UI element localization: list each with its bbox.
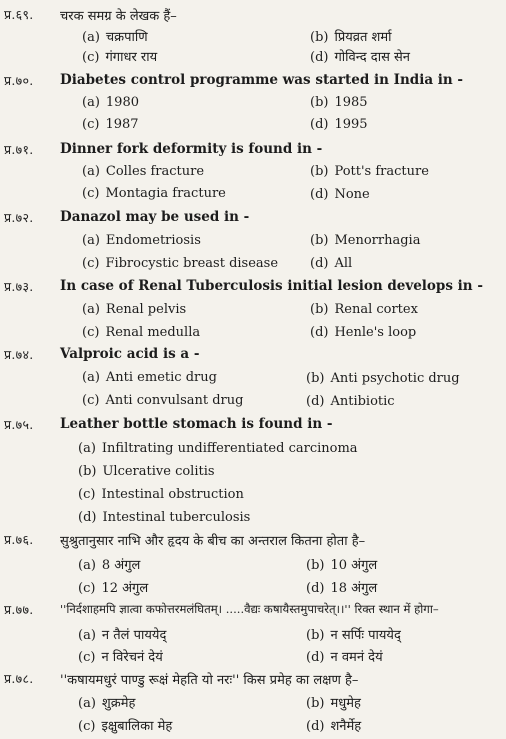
option-b: (b) Ulcerative colitis: [78, 464, 215, 479]
question-number: प्र.७६.: [4, 532, 34, 547]
option-c: (c) Anti convulsant drug: [82, 393, 244, 408]
option-d: (d) None: [310, 187, 370, 202]
question-number: प्र.७७.: [4, 602, 34, 617]
option-d: (d) 1995: [310, 117, 368, 132]
option-b: (b) Renal cortex: [310, 302, 418, 317]
option-a: (a) चक्रपाणि: [82, 30, 148, 45]
question-number: प्र.७५.: [4, 417, 34, 432]
option-a: (a) 8 अंगुल: [78, 558, 141, 573]
option-b: (b) प्रियव्रत शर्मा: [310, 30, 392, 45]
option-c: (c) इक्षुबालिका मेह: [78, 719, 173, 734]
option-a: (a) Colles fracture: [82, 164, 205, 179]
option-c: (c) न विरेचनं देयं: [78, 650, 163, 665]
option-d: (d) All: [310, 256, 353, 271]
question-number: प्र.७०.: [4, 73, 34, 88]
question-text: Diabetes control programme was started in India in -: [60, 72, 464, 88]
question-number: प्र.७८.: [4, 671, 34, 686]
question-text: Valproic acid is a -: [60, 346, 200, 362]
option-a: (a) शुक्रमेह: [78, 696, 136, 711]
option-c: (c) 1987: [82, 117, 139, 132]
option-b: (b) मधुमेह: [306, 696, 361, 711]
question-text: In case of Renal Tuberculosis initial lesion develops in -: [60, 278, 483, 294]
option-d: (d) Intestinal tuberculosis: [78, 510, 251, 525]
question-text: Dinner fork deformity is found in -: [60, 141, 323, 157]
option-d: (d) शनैर्मेह: [306, 719, 362, 734]
question-number: प्र.६९.: [4, 7, 34, 22]
question-number: प्र.७३.: [4, 279, 34, 294]
option-c: (c) Intestinal obstruction: [78, 487, 244, 502]
option-a: (a) Endometriosis: [82, 233, 201, 248]
option-d: (d) Antibiotic: [306, 394, 395, 409]
option-d: (d) न वमनं देयं: [306, 650, 383, 665]
question-text: सुश्रुतानुसार नाभि और हृदय के बीच का अन्तराल कितना होता है–: [60, 534, 366, 549]
option-a: (a) Anti emetic drug: [82, 370, 217, 385]
option-a: (a) Renal pelvis: [82, 302, 187, 317]
option-a: (a) न तैलं पाययेद्: [78, 628, 167, 643]
question-text: Leather bottle stomach is found in -: [60, 416, 333, 432]
question-text: ''निर्दशाहमपि ज्ञात्वा कफोत्तरमलंघितम्। .....वैद्यः कषायैस्तमुपाचरेत्।।'' रिक्त स्थान में होगा–: [60, 602, 439, 616]
question-text: Danazol may be used in -: [60, 209, 250, 225]
option-c: (c) Fibrocystic breast disease: [82, 256, 279, 271]
option-c: (c) Renal medulla: [82, 325, 201, 340]
option-d: (d) गोविन्द दास सेन: [310, 50, 410, 65]
option-b: (b) 1985: [310, 95, 368, 110]
question-number: प्र.७२.: [4, 210, 34, 225]
option-b: (b) Pott's fracture: [310, 164, 429, 179]
option-c: (c) Montagia fracture: [82, 186, 226, 201]
question-number: प्र.७४.: [4, 347, 34, 362]
option-a: (a) 1980: [82, 95, 139, 110]
option-b: (b) Menorrhagia: [310, 233, 421, 248]
question-text: चरक समग्र के लेखक हैं–: [60, 9, 177, 24]
option-d: (d) Henle's loop: [310, 325, 417, 340]
option-a: (a) Infiltrating undifferentiated carcinoma: [78, 441, 358, 456]
option-d: (d) 18 अंगुल: [306, 581, 378, 596]
option-c: (c) गंगाधर राय: [82, 50, 158, 65]
question-number: प्र.७१.: [4, 142, 34, 157]
question-text: ''कषायमधुरं पाण्डु रूक्षं मेहति यो नरः'' किस प्रमेह का लक्षण है–: [60, 673, 359, 688]
option-b: (b) 10 अंगुल: [306, 558, 378, 573]
option-b: (b) न सर्पिः पाययेद्: [306, 628, 401, 643]
option-c: (c) 12 अंगुल: [78, 581, 149, 596]
option-b: (b) Anti psychotic drug: [306, 371, 460, 386]
